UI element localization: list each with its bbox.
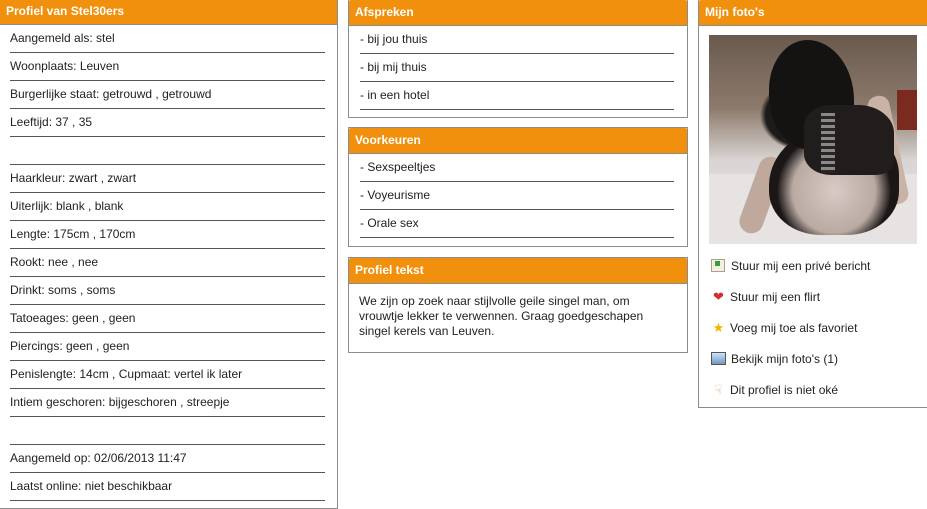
view-photos-link[interactable] (711, 349, 870, 380)
profile-row: Haarkleur: zwart , zwart (10, 165, 325, 193)
profile-title: Profiel van Stel30ers (0, 0, 337, 25)
voorkeuren-title: Voorkeuren (349, 128, 687, 154)
profile-row: Rookt: nee , nee (10, 249, 325, 277)
profile-photo[interactable] (709, 35, 917, 244)
profile-rows (0, 25, 337, 501)
envelope-icon (711, 259, 725, 272)
afspreken-item: - in een hotel (360, 82, 674, 110)
afspreken-panel (348, 0, 688, 118)
profile-row: Penislengte: 14cm , Cupmaat: vertel ik later (10, 361, 325, 389)
profile-row: Drinkt: soms , soms (10, 277, 325, 305)
voorkeuren-item: - Sexspeeltjes (360, 154, 674, 182)
send-flirt-label[interactable]: Stuur mij een flirt (730, 290, 821, 304)
fotos-panel (698, 0, 927, 408)
profieltekst-body: We zijn op zoek naar stijlvolle geile singel man, om vrouwtje lekker te verwennen. Graag goedgeschapen singel kerels van Leuven. (359, 294, 644, 338)
afspreken-title: Afspreken (349, 0, 687, 26)
star-icon: ★ (712, 320, 725, 335)
report-profile-link[interactable] (711, 380, 870, 411)
profile-row: Leeftijd: 37 , 35 (10, 109, 325, 137)
voorkeuren-item: - Orale sex (360, 210, 674, 238)
afspreken-list (349, 26, 687, 110)
view-photos-label[interactable]: Bekijk mijn foto's (1) (731, 352, 838, 366)
profile-row: Intiem geschoren: bijgeschoren , streepje (10, 389, 325, 417)
profile-row: Laatst online: niet beschikbaar (10, 473, 325, 501)
send-message-link[interactable] (711, 256, 870, 287)
report-profile-label[interactable]: Dit profiel is niet oké (730, 383, 839, 397)
afspreken-item: - bij jou thuis (360, 26, 674, 54)
profile-panel (0, 0, 338, 509)
profieltekst-title: Profiel tekst (349, 258, 687, 284)
add-favorite-link[interactable] (711, 318, 870, 349)
profile-row: Burgerlijke staat: getrouwd , getrouwd (10, 81, 325, 109)
profile-row-spacer (10, 417, 325, 445)
fotos-title: Mijn foto's (699, 0, 927, 26)
add-favorite-label[interactable]: Voeg mij toe als favoriet (730, 321, 858, 335)
profile-row-spacer (10, 137, 325, 165)
afspreken-item: - bij mij thuis (360, 54, 674, 82)
profile-row: Uiterlijk: blank , blank (10, 193, 325, 221)
profile-row: Tatoeages: geen , geen (10, 305, 325, 333)
send-flirt-link[interactable] (711, 287, 870, 318)
send-message-label[interactable]: Stuur mij een privé bericht (731, 259, 871, 273)
profile-row: Aangemeld op: 02/06/2013 11:47 (10, 445, 325, 473)
profieltekst-panel (348, 257, 688, 353)
voorkeuren-list (349, 154, 687, 238)
profile-row: Aangemeld als: stel (10, 25, 325, 53)
profile-actions (711, 256, 870, 411)
thumbs-down-icon: ☟ (714, 382, 723, 397)
voorkeuren-panel (348, 127, 688, 247)
profile-row: Woonplaats: Leuven (10, 53, 325, 81)
photos-icon (711, 352, 726, 365)
heart-icon: ❤ (713, 289, 724, 304)
profile-row: Piercings: geen , geen (10, 333, 325, 361)
profile-row: Lengte: 175cm , 170cm (10, 221, 325, 249)
voorkeuren-item: - Voyeurisme (360, 182, 674, 210)
